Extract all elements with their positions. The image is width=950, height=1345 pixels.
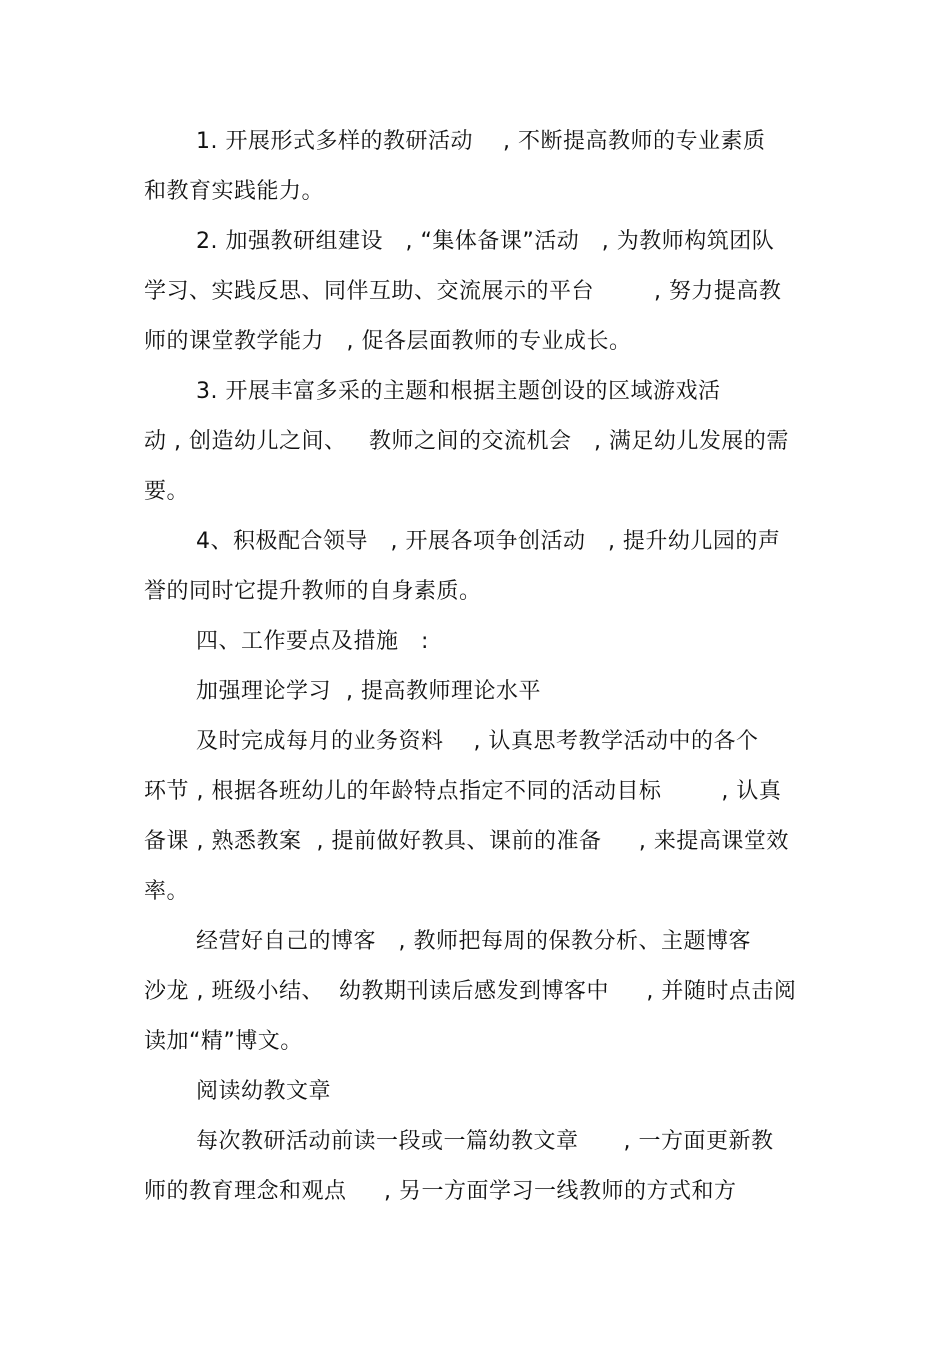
text-line: 1. 开展形式多样的教研活动 , 不断提高教师的专业素质 bbox=[196, 129, 766, 154]
text-line: 及时完成每月的业务资料 , 认真思考教学活动中的各个 bbox=[196, 729, 759, 754]
text-line: 读加“精”博文。 bbox=[144, 1029, 303, 1054]
text-line: 2. 加强教研组建设 , “集体备课”活动 , 为教师构筑团队 bbox=[196, 229, 775, 254]
text-line: 每次教研活动前读一段或一篇幼教文章 , 一方面更新教 bbox=[196, 1129, 774, 1154]
text-line: 备课 , 熟悉教案 , 提前做好教具、课前的准备 , 来提高课堂效 bbox=[144, 829, 789, 854]
text-line: 誉的同时它提升教师的自身素质。 bbox=[144, 579, 482, 604]
section-heading: 四、工作要点及措施 : bbox=[196, 629, 429, 654]
text-line: 师的课堂教学能力 , 促各层面教师的专业成长。 bbox=[144, 329, 632, 354]
text-line: 3. 开展丰富多采的主题和根据主题创设的区域游戏活 bbox=[196, 379, 721, 404]
text-line: 动 , 创造幼儿之间、 教师之间的交流机会 , 满足幼儿发展的需 bbox=[144, 429, 789, 454]
text-line: 学习、实践反思、同伴互助、交流展示的平台 , 努力提高教 bbox=[144, 279, 782, 304]
text-line: 率。 bbox=[144, 879, 190, 904]
text-line: 师的教育理念和观点 , 另一方面学习一线教师的方式和方 bbox=[144, 1179, 737, 1204]
text-line: 4、积极配合领导 , 开展各项争创活动 , 提升幼儿园的声 bbox=[196, 529, 781, 554]
subheading: 加强理论学习 , 提高教师理论水平 bbox=[196, 679, 541, 704]
text-line: 经营好自己的博客 , 教师把每周的保教分析、主题博客 bbox=[196, 929, 751, 954]
text-line: 环节 , 根据各班幼儿的年龄特点指定不同的活动目标 , 认真 bbox=[144, 779, 782, 804]
text-line: 要。 bbox=[144, 479, 190, 504]
subheading: 阅读幼教文章 bbox=[196, 1079, 332, 1104]
text-line: 和教育实践能力。 bbox=[144, 179, 325, 204]
text-line: 沙龙 , 班级小结、 幼教期刊读后感发到博客中 , 并随时点击阅 bbox=[144, 979, 797, 1004]
